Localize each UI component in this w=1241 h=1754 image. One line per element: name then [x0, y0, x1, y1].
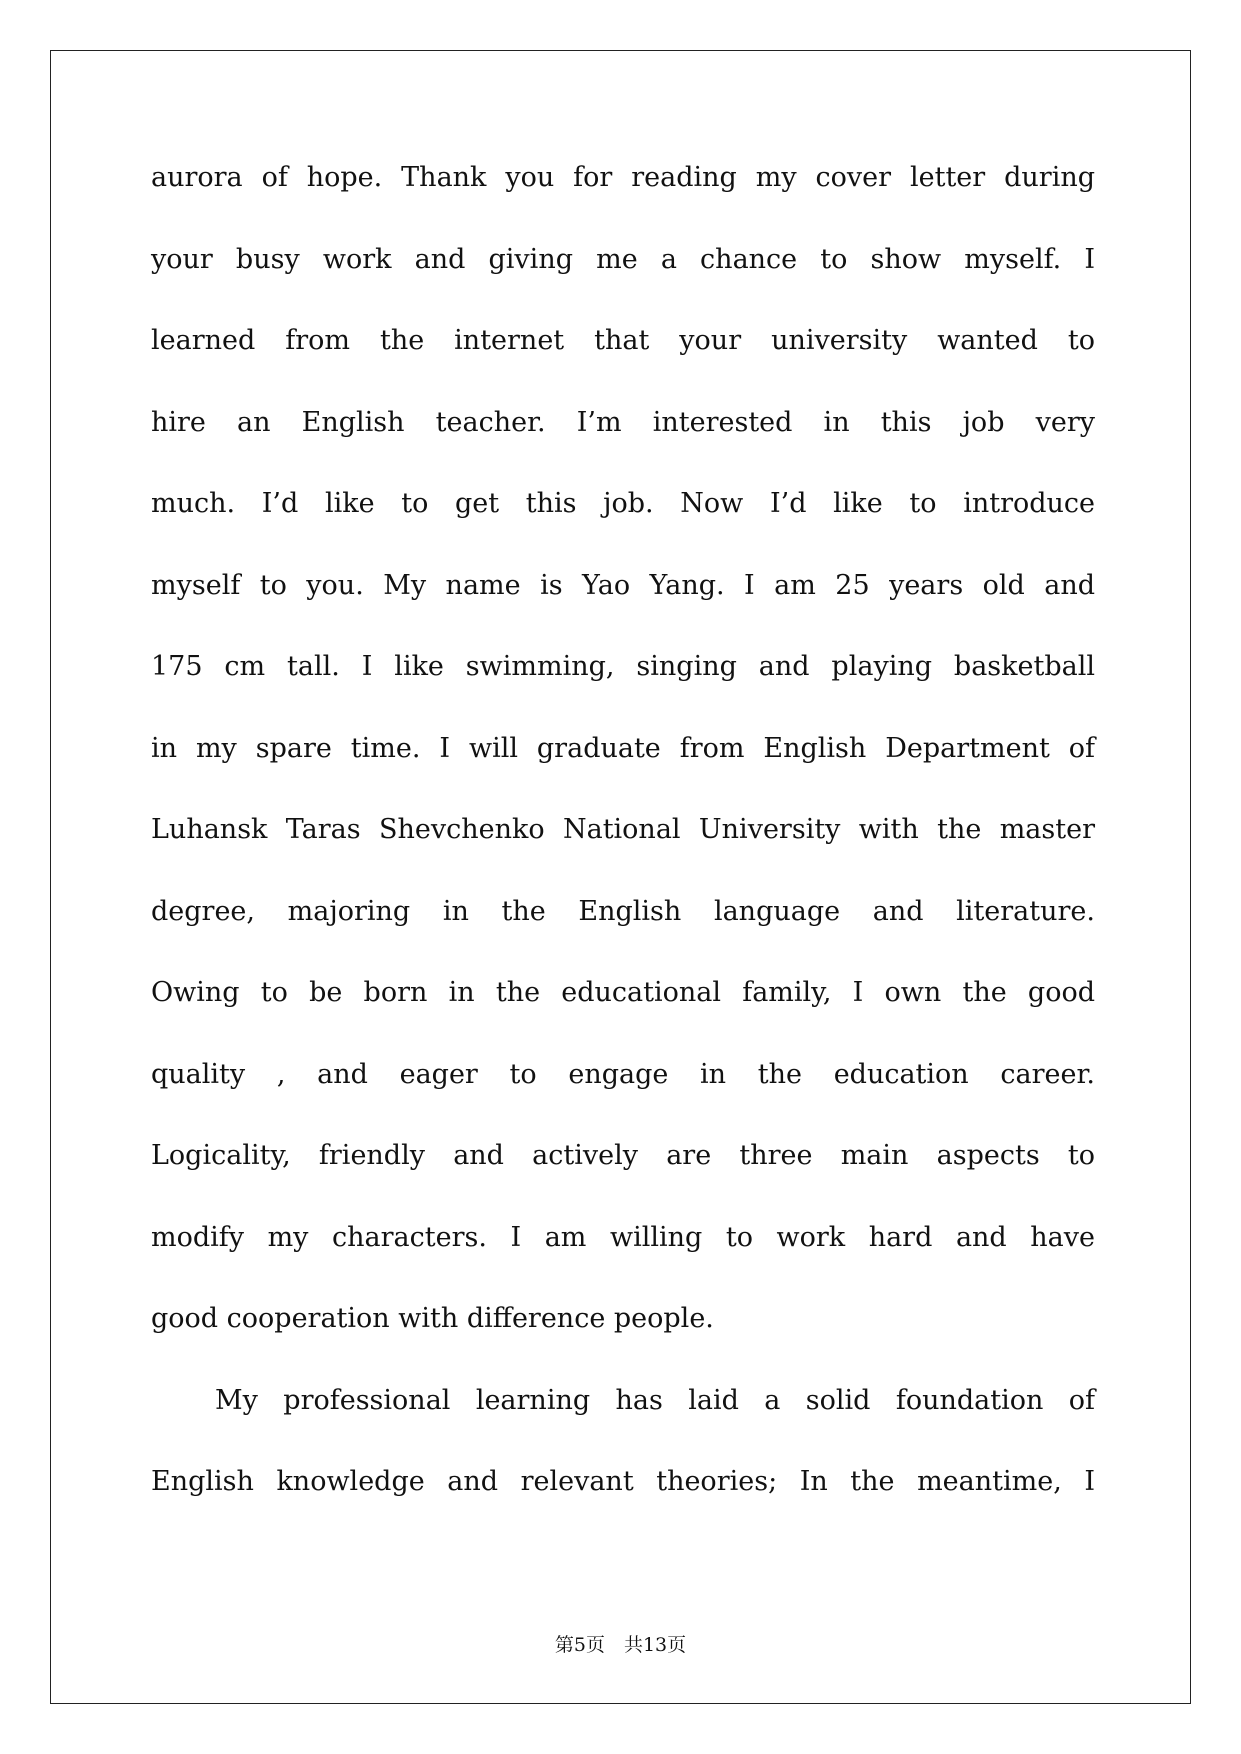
paragraph-end-line: good cooperation with difference people. — [151, 1303, 714, 1334]
text-line: much. I’d like to get this job. Now I’d like to introduce — [151, 488, 1095, 519]
text-line: 175 cm tall. I like swimming, singing and playing basketball — [151, 651, 1095, 682]
text-line: aurora of hope. Thank you for reading my cover letter during — [151, 162, 1095, 193]
text-line: myself to you. My name is Yao Yang. I am 25 years old and — [151, 569, 1095, 601]
letter-body — [151, 163, 1095, 1549]
paragraph-start-line: My professional learning has laid a solid foundation of — [215, 1384, 1095, 1416]
text-line: English knowledge and relevant theories; In the meantime, I — [151, 1466, 1095, 1497]
text-line: quality , and eager to engage in the education career. — [151, 1058, 1095, 1090]
text-line: modify my characters. I am willing to work hard and have — [151, 1221, 1095, 1253]
text-line: in my spare time. I will graduate from English Department of — [151, 732, 1095, 764]
page-number: 第5页 共13页 — [554, 1634, 687, 1656]
text-line: hire an English teacher. I’m interested in this job very — [151, 406, 1095, 438]
text-line: your busy work and giving me a chance to show myself. I — [151, 243, 1095, 275]
text-line: Owing to be born in the educational family, I own the good — [151, 977, 1095, 1008]
text-line: Luhansk Taras Shevchenko National University with the master — [151, 814, 1095, 845]
text-line: learned from the internet that your university wanted to — [151, 325, 1095, 356]
text-line: Logicality, friendly and actively are three main aspects to — [151, 1140, 1095, 1171]
text-line: degree, majoring in the English language and literature. — [151, 895, 1095, 927]
